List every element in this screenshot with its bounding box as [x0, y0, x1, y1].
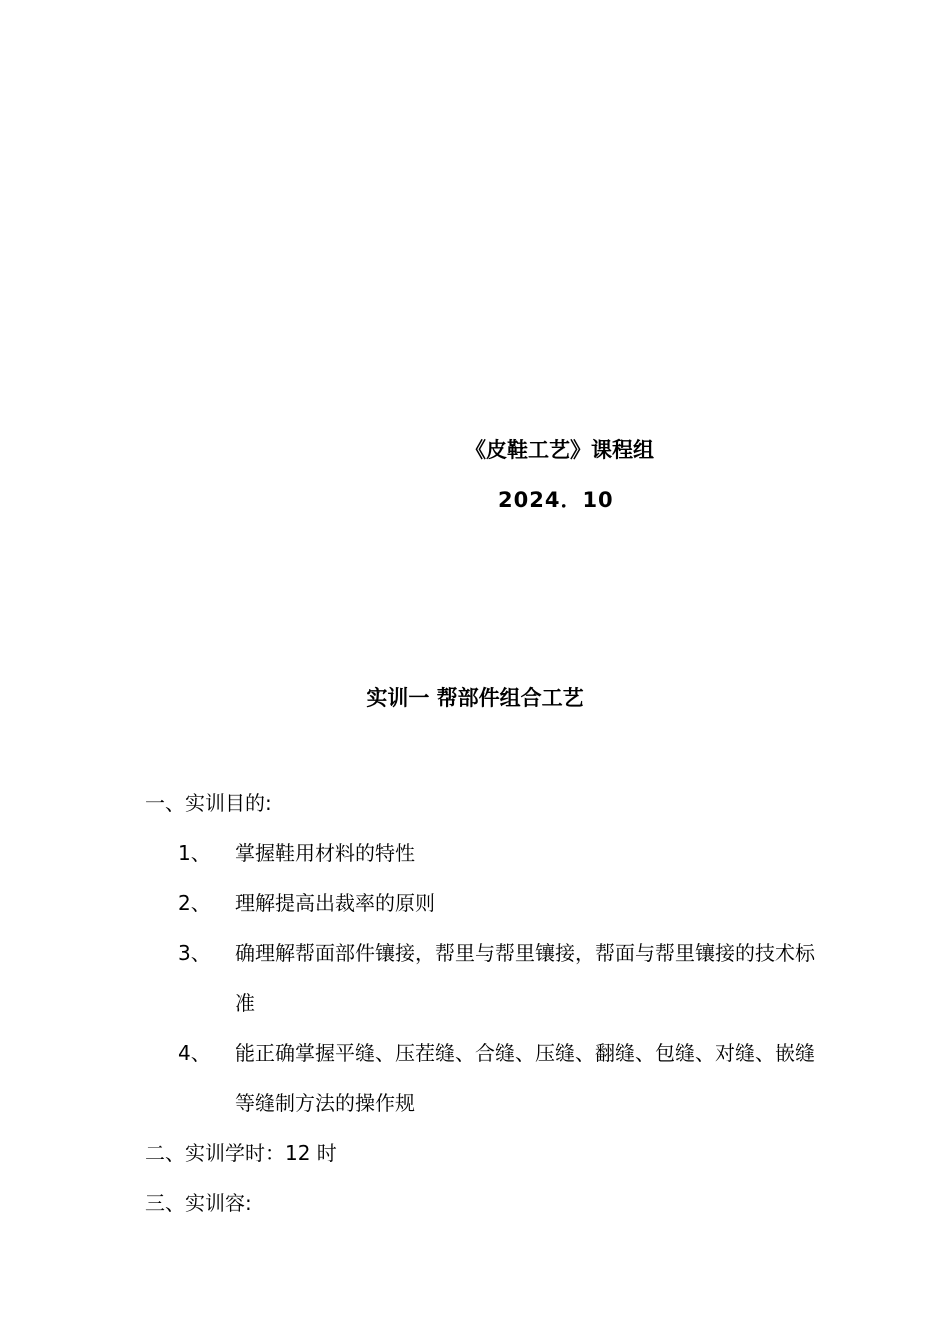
- list-item-text: 掌握鞋用材料的特性: [235, 841, 415, 865]
- content-heading: 三、实训容:: [145, 1191, 252, 1215]
- list-item-number: 1、: [178, 841, 211, 865]
- list-item-number: 2、: [178, 891, 211, 915]
- hours-heading: 二、实训学时：12 时: [145, 1141, 337, 1165]
- list-item: [145, 878, 825, 928]
- list-item-number: 4、: [178, 1041, 211, 1065]
- list-item-text: 确理解帮面部件镶接，帮里与帮里镶接，帮面与帮里镶接的技术标准: [235, 941, 815, 1015]
- cover-date: 2024．10: [498, 488, 614, 512]
- list-item: [145, 828, 825, 878]
- section-title: 实训一 帮部件组合工艺: [366, 686, 584, 710]
- purpose-heading: 一、实训目的:: [145, 791, 272, 815]
- list-item-text: 能正确掌握平缝、压茬缝、合缝、压缝、翻缝、包缝、对缝、嵌缝等缝制方法的操作规: [235, 1041, 815, 1115]
- list-item-number: 3、: [178, 941, 211, 965]
- list-item: [145, 928, 825, 1028]
- course-group-name: 《皮鞋工艺》课程组: [465, 438, 654, 462]
- section-body: [145, 778, 825, 1228]
- list-item: [145, 1028, 825, 1128]
- list-item-text: 理解提高出裁率的原则: [235, 891, 435, 915]
